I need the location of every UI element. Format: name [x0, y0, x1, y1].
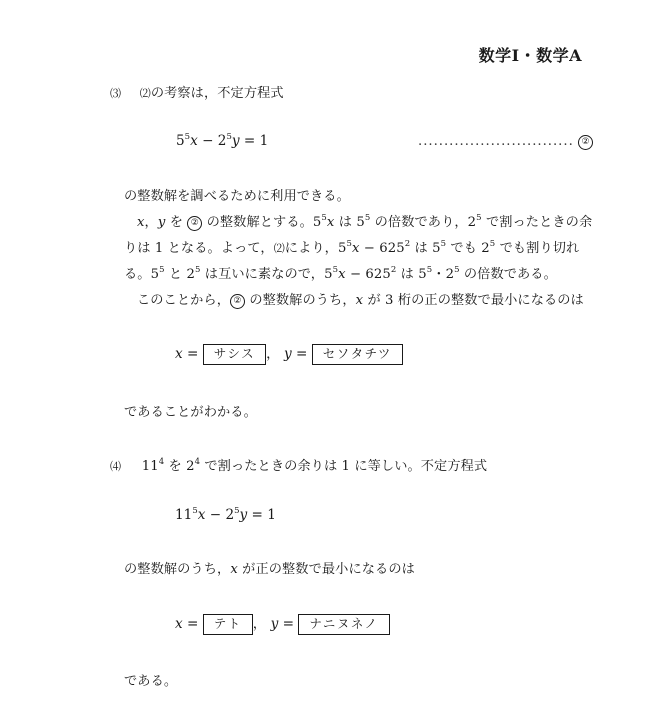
exp: 5 [332, 265, 339, 275]
exp: 2 [404, 239, 411, 249]
answer-box-x[interactable]: テト [203, 614, 253, 635]
eq-term: 2 [225, 507, 235, 523]
exp: 5 [426, 265, 433, 275]
txt: − 625 [345, 267, 391, 282]
eq-operator: = [291, 346, 312, 362]
eq-exponent: 5 [234, 506, 240, 516]
problem-number: ⑷ [110, 460, 122, 473]
answer-box-y[interactable]: ナニヌネノ [298, 614, 389, 635]
paragraph-line [137, 289, 584, 309]
txt: 11 [141, 459, 159, 474]
txt: は 5 [396, 267, 427, 282]
txt: る。5 [124, 267, 160, 282]
separator: ， [266, 346, 280, 362]
exp: 4 [158, 457, 165, 467]
eq-operator: = [182, 346, 203, 362]
intro-text: の考察は，不定方程式 [150, 86, 284, 101]
reference-marker: ⑵ [273, 242, 285, 255]
txt: ・2 [432, 267, 455, 282]
separator: ， [252, 616, 267, 632]
exp: 5 [454, 265, 460, 275]
var: x [137, 215, 145, 230]
exp: 5 [440, 239, 447, 249]
txt: ， [144, 215, 158, 230]
txt: の倍数である。 [459, 267, 557, 282]
txt: により，5 [284, 241, 347, 256]
txt: で割ったときの余りは 1 に等しい。不定方程式 [200, 459, 488, 474]
eq-variable: y [231, 133, 240, 149]
problem-4-intro [110, 455, 487, 474]
eq-operator: − [197, 133, 218, 149]
equation-2 [176, 133, 268, 149]
problem-number: ⑶ [110, 87, 122, 100]
eq-rhs: = 1 [247, 507, 276, 523]
circled-number-ref: ② [230, 294, 245, 309]
eq-term: 2 [217, 133, 227, 149]
exp: 5 [364, 213, 371, 223]
var: x [326, 215, 335, 230]
paragraph-line [124, 558, 415, 577]
answer-line-4 [175, 612, 390, 635]
exp: 5 [194, 265, 201, 275]
equation-4 [175, 507, 276, 523]
txt: りは 1 となる。よって， [124, 241, 274, 256]
eq-operator: = [278, 616, 299, 632]
eq-exponent: 5 [192, 506, 198, 516]
exp: 2 [390, 265, 397, 275]
reference-marker: ⑵ [139, 87, 151, 100]
txt: が正の整数で最小になるのは [237, 562, 415, 577]
equation-label-leader [418, 134, 593, 150]
conclusion-4: である。 [124, 674, 178, 689]
txt: の整数解のうち， [124, 562, 231, 577]
eq-operator: − [205, 507, 226, 523]
answer-box-x[interactable]: サシス [203, 344, 266, 365]
paragraph-line [137, 211, 592, 231]
var: x [338, 267, 346, 282]
txt: は互いに素なので，5 [200, 267, 333, 282]
exp: 5 [159, 265, 165, 275]
eq-exponent: 5 [184, 132, 191, 142]
paragraph-line: の整数解を調べるために利用できる。 [124, 189, 350, 204]
txt: を 2 [164, 459, 195, 474]
eq-variable: x [190, 133, 198, 149]
var: y [157, 215, 166, 230]
var: y [270, 616, 279, 632]
eq-term: 11 [175, 507, 193, 523]
txt: を [165, 215, 183, 230]
txt: は 5 [410, 241, 441, 256]
var: x [175, 616, 183, 632]
txt: と 2 [164, 267, 195, 282]
eq-operator: = [182, 616, 203, 632]
problem-3-intro [110, 82, 284, 101]
exp: 5 [489, 239, 496, 249]
eq-variable: y [239, 507, 248, 523]
var: x [355, 293, 364, 308]
paragraph-line [124, 237, 579, 256]
txt: の整数解とする。5 [206, 215, 322, 230]
var: x [230, 562, 238, 577]
leader-dots: .............................. [418, 134, 574, 149]
exp: 5 [346, 239, 352, 249]
eq-rhs: = 1 [239, 133, 269, 149]
var: x [175, 346, 183, 362]
eq-term: 5 [176, 133, 185, 149]
txt: でも割り切れ [495, 241, 580, 256]
page-header-title: 数学Ⅰ・数学A [478, 46, 582, 65]
var: y [284, 346, 292, 362]
txt: でも 2 [446, 241, 490, 256]
exp: 4 [194, 457, 201, 467]
paragraph-line [124, 263, 557, 282]
txt: の倍数であり，2 [370, 215, 477, 230]
txt: が 3 桁の正の整数で最小になるのは [363, 293, 584, 308]
exp: 5 [321, 213, 327, 223]
eq-variable: x [197, 507, 206, 523]
circled-number-ref: ② [187, 216, 202, 231]
var: x [351, 241, 360, 256]
txt: このことから， [137, 293, 231, 308]
circled-number-label: ② [578, 135, 593, 150]
txt: で割ったときの余 [481, 215, 593, 230]
answer-line-3 [175, 342, 403, 365]
txt: は 5 [334, 215, 365, 230]
conclusion-3: であることがわかる。 [124, 405, 257, 420]
txt: の整数解のうち， [249, 293, 356, 308]
answer-box-y[interactable]: セソタチツ [312, 344, 403, 365]
exp: 5 [476, 213, 482, 223]
txt: − 625 [359, 241, 405, 256]
eq-exponent: 5 [226, 132, 232, 142]
